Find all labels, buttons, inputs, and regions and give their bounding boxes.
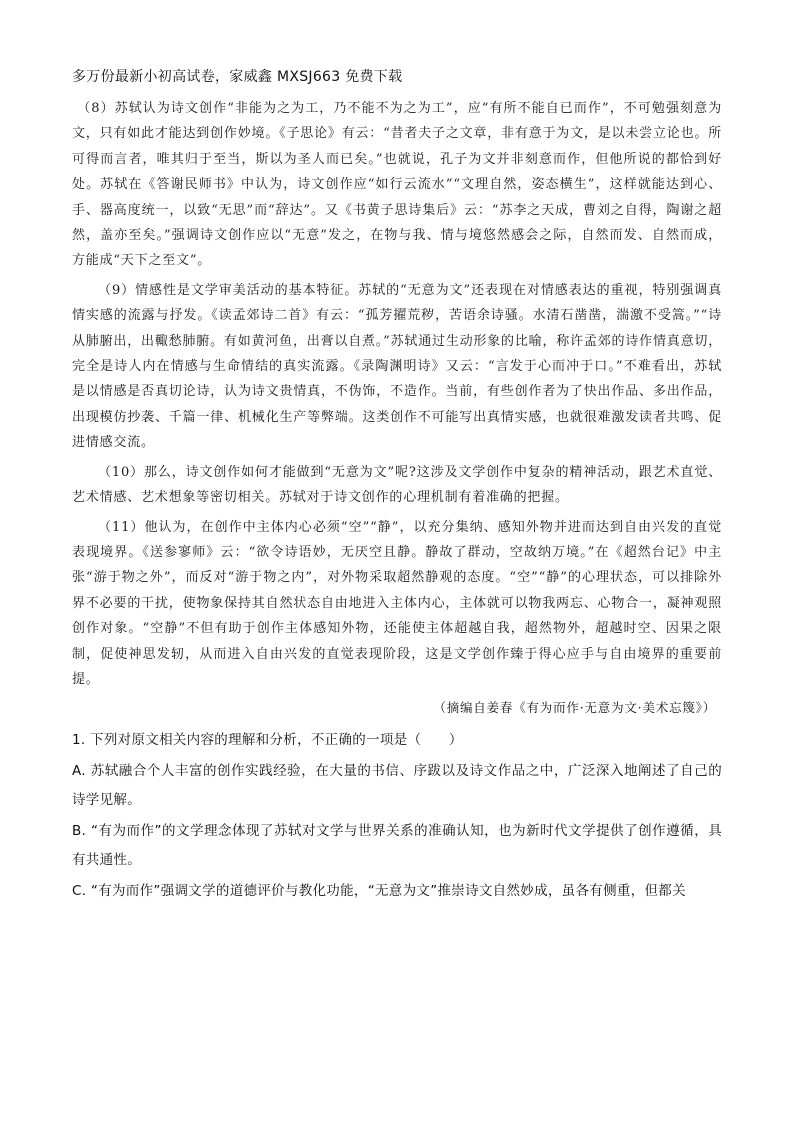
question-stem: 1. 下列对原文相关内容的理解和分析，不正确的一项是（ ） (72, 732, 463, 749)
option-a: A. 苏轼融合个人丰富的创作实践经验，在大量的书信、序跋以及诗文作品之中，广泛深入地阐述了自己的诗学见解。 (72, 763, 722, 809)
paragraph-9: （9）情感性是文学审美活动的基本特征。苏轼的“无意为文”还表现在对情感表达的重视，特别强调真情实感的流露与抒发。《读孟郊诗二首》有云：“孤芳擢荒秽，苦语余诗骚。水清石凿凿，湍激不受篙。”“诗从肺腑出，出輙愁肺腑。有如黄河鱼，出膏以自煮。”苏轼通过生动形象的比喻，称许孟郊的诗作情真意切，完全是诗人内在情感与生命情结的真实流露。《录陶渊明诗》又云：“言发于心而冲于口。”不难看出，苏轼是以情感是否真切论诗，认为诗文贵情真，不伪饰，不造作。当前，有些创作者为了快出作品、多出作品，出现模仿抄袭、千篇一律、机械化生产等弊端。这类创作不可能写出真情实感，也就很难激发读者共鸣、促进情感交流。 (72, 282, 722, 451)
page-header: 多万份最新小初高试卷，家威鑫 MXSJ663 免费下载 (72, 69, 403, 85)
paragraph-10: （10）那么，诗文创作如何才能做到“无意为文”呢?这涉及文学创作中复杂的精神活动，跟艺术直觉、艺术情感、艺术想象等密切相关。苏轼对于诗文创作的心理机制有着准确的把握。 (72, 464, 722, 506)
option-b: B. “有为而作”的文学理念体现了苏轼对文学与世界关系的准确认知，也为新时代文学提供了创作遵循，具有共通性。 (72, 823, 722, 869)
paragraph-11: （11）他认为，在创作中主体内心必须“空”“静”，以充分集纳、感知外物并进而达到自由兴发的直觉表现境界。《送参寥师》云：“欲令诗语妙，无厌空且静。静故了群动，空故纳万境。”在《超然台记》中主张“游于物之外”，而反对“游于物之内”，对外物采取超然静观的态度。“空”“静”的心理状态，可以排除外界不必要的干扰，使物象保持其自然状态自由地进入主体内心，主体就可以物我两忘、心物合一，凝神观照创作对象。“空静”不但有助于创作主体感知外物，还能使主体超越自我，超然物外，超越时空、因果之限制，促使神思发轫，从而进入自由兴发的直觉表现阶段，这是文学创作臻于得心应手与自由境界的重要前提。 (72, 519, 722, 687)
source-citation: （摘编自姜春《有为而作·无意为文·美术忘篾》） (433, 700, 716, 716)
paragraph-8: （8）苏轼认为诗文创作“非能为之为工，乃不能不为之为工”，应“有所不能自已而作”，不可勉强刻意为文，只有如此才能达到创作妙境。《子思论》有云：“昔者夫子之文章，非有意于为文，是以未尝立论也。所可得而言者，唯其归于至当，斯以为圣人而已矣。”也就说，孔子为文并非刻意而作，但他所说的都恰到好处。苏轼在《答谢民师书》中认为，诗文创作应“如行云流水”“文理自然，姿态横生”，这样就能达到心、手、器高度统一，以致“无思”而“辞达”。又《书黄子思诗集后》云：“苏李之天成，曹刘之自得，陶谢之超然，盖亦至矣。”强调诗文创作应以“无意”发之，在物与我、情与境悠然感会之际，自然而发、自然而成，方能成“天下之至文”。 (72, 101, 722, 269)
document-body (72, 96, 722, 908)
option-c: C. “有为而作”强调文学的道德评价与教化功能，“无意为文”推崇诗文自然妙成，虽各有侧重，但都关 (72, 883, 686, 900)
